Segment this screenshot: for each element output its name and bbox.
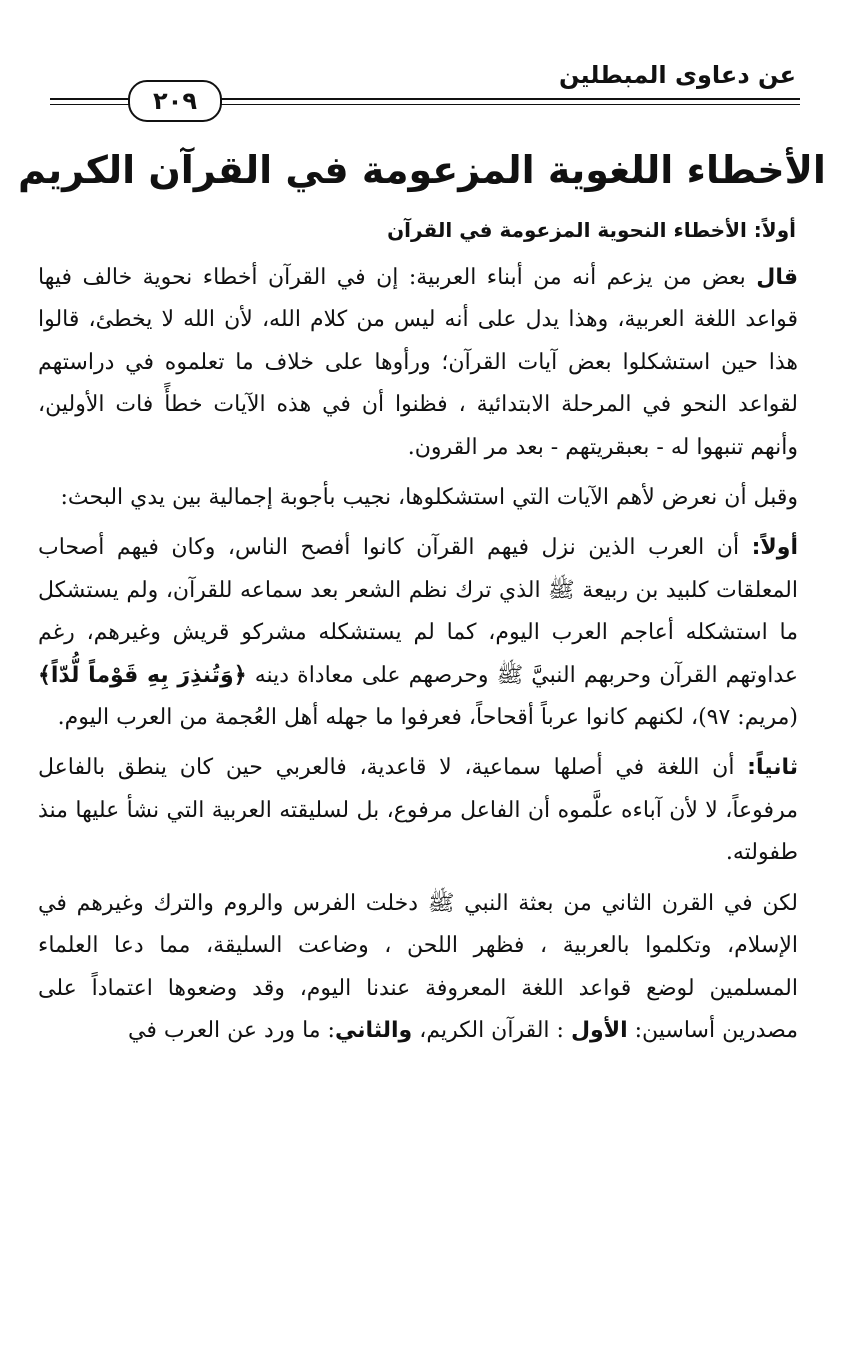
paragraph-5-text-between: : القرآن الكريم، xyxy=(412,1017,571,1043)
paragraph-3 xyxy=(38,527,798,739)
paragraph-3-text-before-verse: أن العرب الذين نزل فيهم القرآن كانوا أفصح الناس، وكان فيهم أصحاب المعلقات كلبيد بن ربيعة ﷺ الذي ترك نظم الشعر بعد سماعه للقرآن، ولم يستشكل ما استشكله أعاجم العرب اليوم، كما لم يستشكله مشركو قريش وغيرهم، رغم عداوتهم القرآن وحربهم النبيَّ ﷺ وحرصهم على معاداة دينه xyxy=(38,535,798,688)
paragraph-3-lead: أولاً: xyxy=(751,535,798,561)
paragraph-4 xyxy=(38,747,798,874)
section-heading: أولاً: الأخطاء النحوية المزعومة في القرآن xyxy=(387,218,796,242)
chapter-title: الأخطاء اللغوية المزعومة في القرآن الكريم xyxy=(18,148,826,192)
quran-verse: ﴿وَتُنذِرَ بِهِ قَوْماً لُّدّاً﴾ xyxy=(38,662,247,688)
paragraph-1-text: بعض من يزعم أنه من أبناء العربية: إن في القرآن أخطاء نحوية خالف فيها قواعد اللغة العربية، وهذا يدل على أنه ليس من كلام الله، لأن الله لا يخطئ، قالوا هذا حين استشكلوا بعض آيات القرآن؛ ورأوها على خلاف ما تعلموه في دراستهم لقواعد النحو في المرحلة الابتدائية ، فظنوا أن في هذه الآيات خطأً فات الأولين، وأنهم تنبهوا له - بعبقريتهم - بعد مر القرون. xyxy=(38,265,798,460)
paragraph-1-lead: قال xyxy=(756,265,798,290)
paragraph-5-second-label: والثاني xyxy=(334,1017,413,1043)
paragraph-5-text-before: لكن في القرن الثاني من بعثة النبي ﷺ دخلت الفرس والروم والترك وغيرهم في الإسلام، وتكلموا بالعربية ، فظهر اللحن ، وضاعت السليقة، مما دعا العلماء المسلمين لوضع قواعد اللغة المعروفة عندنا اليوم، وقد وضعوها اعتماداً على مصدرين أساسين: xyxy=(38,890,798,1043)
running-title: عن دعاوى المبطلين xyxy=(558,61,796,89)
paragraph-4-lead: ثانياً: xyxy=(747,755,798,781)
paragraph-5-text-after: : ما ورد عن العرب في xyxy=(128,1017,335,1043)
paragraph-3-text-after-verse: (مريم: ٩٧)، لكنهم كانوا عرباً أقحاحاً، فعرفوا ما جهله أهل العُجمة من العرب اليوم. xyxy=(57,705,798,731)
paragraph-5-first-label: الأول xyxy=(570,1017,628,1043)
body-text xyxy=(38,257,798,1052)
paragraph-5 xyxy=(38,883,798,1053)
paragraph-1 xyxy=(38,257,798,469)
paragraph-2 xyxy=(38,477,798,519)
page-number: ٢٠٩ xyxy=(153,87,197,115)
paragraph-2-text: وقبل أن نعرض لأهم الآيات التي استشكلوها، نجيب بأجوبة إجمالية بين يدي البحث: xyxy=(60,485,798,511)
paragraph-4-text: أن اللغة في أصلها سماعية، لا قاعدية، فالعربي حين كان ينطق بالفاعل مرفوعاً، لا لأن آباءه علَّموه أن الفاعل مرفوع، بل لسليقته العربية التي نشأ عليها منذ طفولته. xyxy=(38,755,798,866)
page-number-badge xyxy=(128,80,222,122)
